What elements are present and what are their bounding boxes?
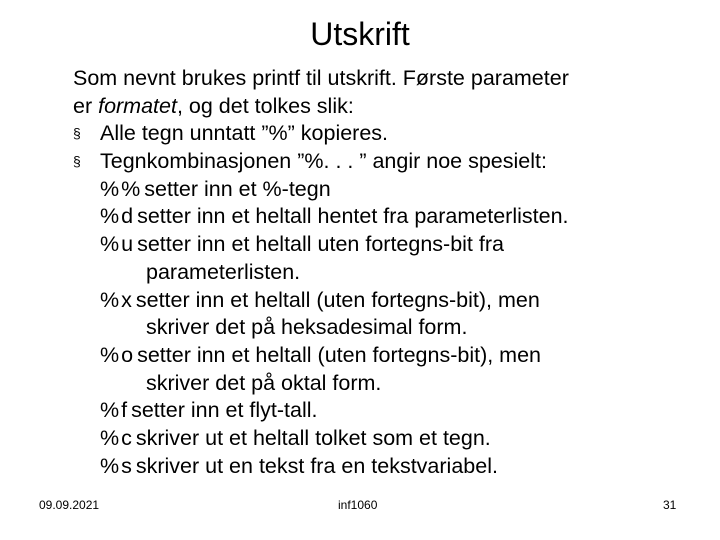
bullet-text: Alle tegn unntatt ”%” kopieres. (100, 121, 389, 146)
specifier-text: setter inn et heltall (uten fortegns-bit), men (137, 342, 542, 367)
specifier-line (73, 231, 713, 259)
specifier-continuation: parameterlisten. (146, 259, 301, 284)
specifier-line (73, 397, 713, 425)
bullet-square-icon: § (73, 153, 81, 170)
specifier-code: %x (100, 287, 134, 312)
specifier-text: setter inn et heltall uten fortegns-bit fra (137, 232, 504, 257)
intro-text-before: er (73, 93, 99, 118)
specifier-text: setter inn et heltall hentet fra parameterlisten. (137, 204, 569, 229)
specifier-text: skriver ut et heltall tolket som et tegn. (135, 425, 491, 450)
specifier-line (73, 176, 713, 204)
specifier-continuation: skriver det på heksadesimal form. (146, 315, 468, 340)
specifier-code: %d (100, 204, 136, 229)
slide-body (73, 65, 713, 480)
specifier-code: %u (100, 232, 136, 257)
intro-italic-term: formatet (98, 93, 177, 118)
specifier-text: setter inn et heltall (uten fortegns-bit), men (135, 287, 540, 312)
specifier-code: %f (100, 398, 130, 423)
bullet-item (73, 148, 713, 176)
bullet-item (73, 120, 713, 148)
specifier-line (73, 287, 713, 315)
bullet-text: Tegnkombinasjonen ”%. . . ” angir noe spesielt: (100, 149, 547, 174)
intro-line-1: Som nevnt brukes printf til utskrift. Første parameter (73, 66, 569, 90)
specifier-text: setter inn et %-tegn (144, 176, 331, 201)
specifier-code: %o (100, 342, 136, 367)
specifier-text: skriver ut en tekst fra en tekstvariabel. (135, 453, 498, 478)
specifier-line (73, 453, 713, 481)
slide-title: Utskrift (310, 16, 410, 52)
specifier-line (73, 425, 713, 453)
specifier-line (73, 203, 713, 231)
specifier-code: %% (100, 176, 143, 201)
specifier-code: %s (100, 453, 134, 478)
footer-date: 09.09.2021 (39, 498, 100, 512)
specifier-continuation: skriver det på oktal form. (146, 370, 382, 395)
specifier-line (73, 342, 713, 370)
intro-text-after: , og det tolkes slik: (176, 93, 354, 118)
specifier-text: setter inn et flyt-tall. (131, 398, 318, 423)
bullet-square-icon: § (73, 125, 81, 142)
specifier-code: %c (100, 425, 134, 450)
footer-course: inf1060 (338, 498, 378, 512)
footer-page-number: 31 (663, 498, 677, 512)
intro-line-2 (73, 93, 713, 121)
